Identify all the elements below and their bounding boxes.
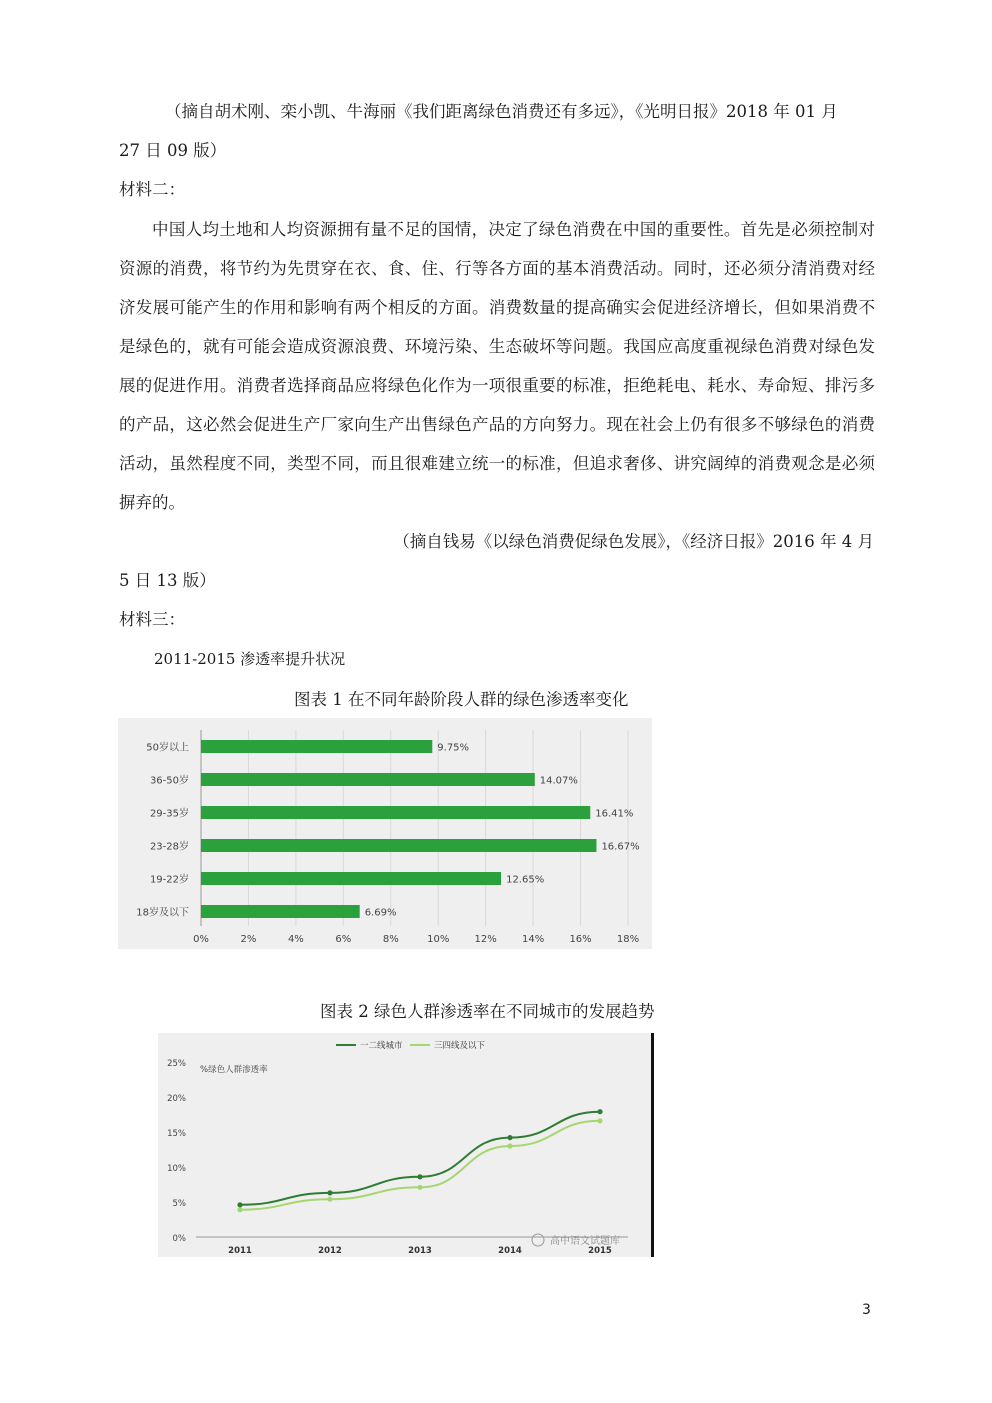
chart-border-bar	[651, 1033, 654, 1257]
bar	[201, 839, 596, 852]
x-tick-label: 2011	[228, 1246, 252, 1256]
x-tick-label: 6%	[335, 934, 352, 945]
category-label: 36-50岁	[149, 775, 189, 787]
legend-label: 三四线及以下	[434, 1041, 486, 1051]
bar-value-label: 16.67%	[601, 841, 640, 853]
material3-heading: 材料三：	[119, 610, 185, 629]
category-label: 19-22岁	[149, 874, 189, 886]
material2-citation-line1: （摘自钱易《以绿色消费促绿色发展》，《经济日报》2016 年 4 月	[393, 532, 874, 551]
series-point	[327, 1197, 332, 1202]
material2-paragraph: 中国人均土地和人均资源拥有量不足的国情，决定了绿色消费在中国的重要性。首先是必须控制对资源的消费，将节约为先贯穿在衣、食、住、行等各方面的基本消费活动。同时，还必须分清消费对经济发展可能产生的作用和影响有两个相反的方面。消费数量的提高确实会促进经济增长，但如果消费不是绿色的，就有可能会造成资源浪费、环境污染、生态破坏等问题。我国应高度重视绿色消费对绿色发展的促进作用。消费者选择商品应将绿色化作为一项很重要的标准，拒绝耗电、耗水、寿命短、排污多的产品，这必然会促进生产厂家向生产出售绿色产品的方向努力。现在社会上仍有很多不够绿色的消费活动，虽然程度不同，类型不同，而且很难建立统一的标准，但追求奢侈、讲究阔绰的消费观念是必须摒弃的。	[119, 220, 875, 512]
series-point	[597, 1118, 602, 1123]
age-penetration-bar-chart	[118, 718, 652, 949]
chart2-caption: 图表 2 绿色人群渗透率在不同城市的发展趋势	[320, 1002, 655, 1021]
x-tick-label: 12%	[474, 934, 497, 945]
x-tick-label: 18%	[616, 934, 640, 945]
x-tick-label: 8%	[382, 934, 399, 945]
bar-chart-svg	[118, 718, 652, 949]
bar-value-label: 6.69%	[364, 907, 397, 919]
x-tick-label: 0%	[193, 934, 209, 945]
series-point	[597, 1109, 602, 1114]
x-tick-label: 10%	[427, 934, 450, 945]
y-tick-label: 25%	[167, 1059, 186, 1069]
series-point	[417, 1174, 422, 1179]
x-tick-label: 2015	[588, 1246, 612, 1256]
y-tick-label: 10%	[167, 1164, 186, 1174]
y-tick-label: 15%	[167, 1129, 186, 1139]
category-label: 23-28岁	[149, 841, 189, 853]
x-tick-label: 4%	[287, 934, 304, 945]
bar	[201, 806, 590, 819]
category-label: 29-35岁	[149, 808, 189, 820]
bar	[201, 905, 360, 918]
bar-value-label: 9.75%	[437, 742, 470, 754]
series-point	[507, 1143, 512, 1148]
category-label: 18岁及以下	[136, 907, 189, 919]
series-point	[237, 1207, 242, 1212]
material3-subtitle: 2011-2015 渗透率提升状况	[154, 650, 346, 668]
bar-value-label: 16.41%	[595, 808, 634, 820]
legend-label: 一二线城市	[360, 1041, 403, 1051]
x-tick-label: 2014	[498, 1246, 522, 1256]
bar	[201, 872, 501, 885]
series-point	[237, 1202, 242, 1207]
x-tick-label: 2%	[240, 934, 257, 945]
y-tick-label: 0%	[172, 1234, 186, 1244]
bar-value-label: 12.65%	[506, 874, 545, 886]
bar-value-label: 14.07%	[539, 775, 578, 787]
citation1-line1: （摘自胡术刚、栾小凯、牛海丽《我们距离绿色消费还有多远》，《光明日报》2018 年 01 月	[165, 102, 838, 121]
bar	[201, 773, 535, 786]
series-point	[327, 1190, 332, 1195]
x-tick-label: 2013	[408, 1246, 432, 1256]
x-tick-label: 14%	[521, 934, 545, 945]
material2-citation-line2: 5 日 13 版）	[119, 571, 216, 590]
watermark-text: 高中语文试题库	[550, 1236, 620, 1247]
series-point	[507, 1135, 512, 1140]
watermark-icon	[532, 1234, 544, 1246]
series-point	[417, 1185, 422, 1190]
page-number: 3	[862, 1302, 871, 1318]
bar	[201, 740, 432, 753]
city-trend-line-chart	[158, 1033, 654, 1257]
chart1-caption: 图表 1 在不同年龄阶段人群的绿色渗透率变化	[294, 690, 629, 709]
series-line	[240, 1112, 600, 1205]
citation1-line2: 27 日 09 版）	[119, 141, 227, 160]
material2-heading: 材料二：	[119, 180, 185, 199]
x-tick-label: 16%	[569, 934, 592, 945]
category-label: 50岁以上	[146, 742, 189, 754]
y-tick-label: 5%	[172, 1199, 186, 1209]
x-tick-label: 2012	[318, 1246, 342, 1256]
line-chart-svg	[158, 1033, 651, 1257]
y-tick-label: 20%	[167, 1094, 186, 1104]
chart-annotation: %绿色人群渗透率	[200, 1065, 268, 1075]
